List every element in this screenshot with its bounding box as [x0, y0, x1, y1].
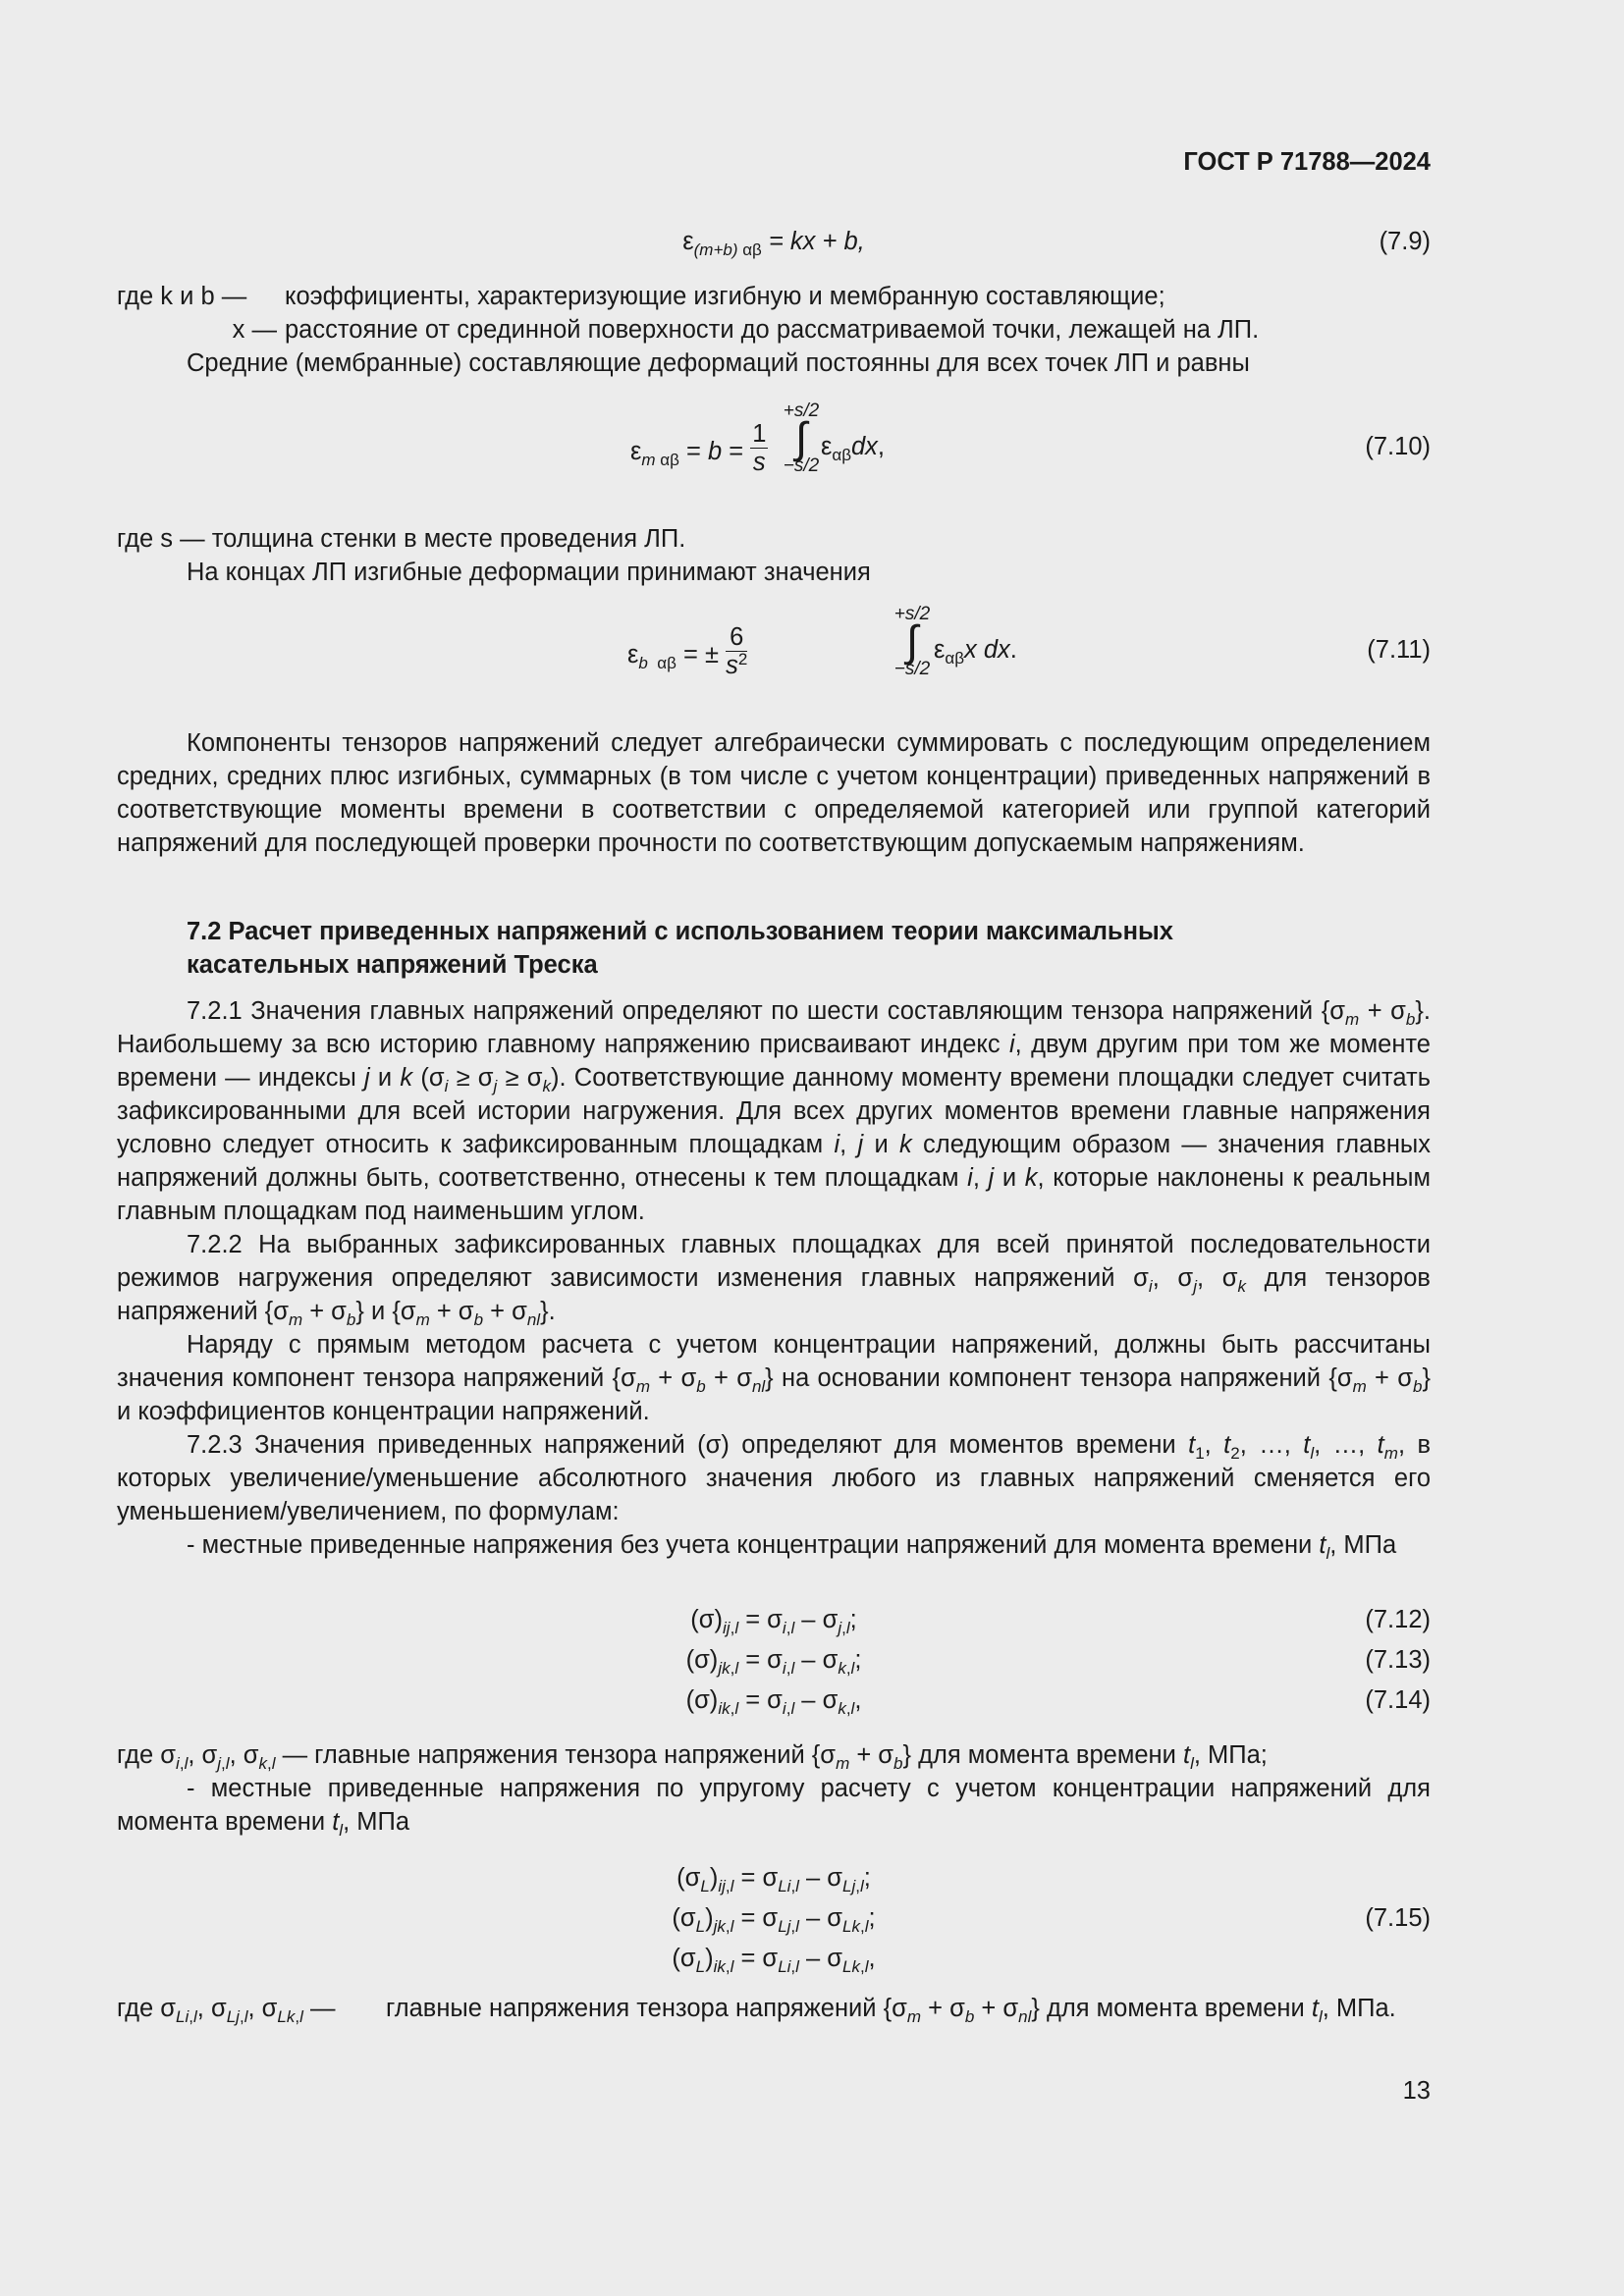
equation-number: (7.11)	[1367, 636, 1431, 664]
definition-text: главные напряжения тензора напряжений $\{\sigma_m + \sigma_b + \sigma_{nl}\}$ для момента времени $t_l$, МПа.	[386, 1995, 1396, 2026]
section-7-2-body	[117, 994, 1431, 1562]
equation-number: (7.15)	[1365, 1904, 1431, 1932]
definition-text: коэффициенты, характеризующие изгибную и мембранную составляющие;	[285, 283, 1165, 310]
definitions-block-2	[117, 1738, 1431, 1839]
section-heading-7-2: 7.2 Расчет приведенных напряжений с использованием теории максимальных касательных напряжений Треска	[187, 918, 1173, 979]
paragraph-mean-strain: Средние (мембранные) составляющие деформаций постоянны для всех точек ЛП и равны	[187, 349, 1250, 377]
equation-number: (7.12)	[1365, 1606, 1431, 1633]
list-item-elastic-stresses: - местные приведенные напряжения по упругому расчету с учетом концентрации напряжений для момента времени $t_l$, МПа	[117, 1775, 1431, 1840]
equation-7-9	[117, 225, 1431, 258]
integral-sign: +s/2 ∫ −s/2	[893, 604, 931, 679]
definition-term: где $\sigma_{Li,l}$, $\sigma_{Lj,l}$, $\sigma_{Lk,l}$ —	[117, 1995, 336, 2026]
equation-7-15-line-2: $(\sigma_L)_{jk,l} = \sigma_{Lj,l} - \sigma_{Lk,l}$; (7.15)	[117, 1901, 1431, 1935]
definition-k-b	[117, 280, 1431, 313]
definition-l-stresses	[117, 1992, 1431, 2025]
equation-7-14: $(\sigma)_{ik,l} = \sigma_{i,l} - \sigma_{k,l}$, (7.14)	[117, 1683, 1431, 1717]
definitions-k-b-x	[117, 280, 1431, 380]
paragraph-ends: На концах ЛП изгибные деформации принимают значения	[187, 559, 871, 586]
equation-number: (7.13)	[1365, 1646, 1431, 1674]
definition-term: x —	[232, 316, 277, 344]
equation-7-15-line-3: $(\sigma_L)_{ik,l} = \sigma_{Li,l} - \sigma_{Lk,l}$,	[672, 1945, 876, 1976]
equation-number: (7.10)	[1365, 433, 1431, 460]
equation-number: (7.9)	[1379, 228, 1431, 255]
definition-principal-stresses: где $\sigma_{i,l}$, $\sigma_{j,l}$, $\sigma_{k,l}$ — главные напряжения тензора напряжений $\{\sigma_m + \sigma_b\}$ для момента времени $t_l$, МПа;	[117, 1741, 1268, 1773]
integral-sign: +s/2 ∫ −s/2	[783, 400, 820, 476]
equation-7-10-integrand: $\varepsilon_{\alpha\beta}dx$,	[821, 433, 886, 464]
equation-7-11-integrand: $\varepsilon_{\alpha\beta}x$ dx.	[934, 636, 1017, 667]
equation-7-13: $(\sigma)_{jk,l} = \sigma_{i,l} - \sigma_{k,l}$; (7.13)	[117, 1643, 1431, 1677]
paragraph-direct-method: Наряду с прямым методом расчета с учетом концентрации напряжений, должны быть рассчитаны значения компонент тензора напряжений $\{\sigma_m + \sigma_b + \sigma_{nl}\}$ на основании компонент тензора напряжений $\{\sigma_m + \sigma_b\}$ и коэффициентов концентрации напряжений.	[117, 1331, 1431, 1425]
definition-x	[117, 313, 1431, 347]
equation-number: (7.14)	[1365, 1686, 1431, 1714]
equation-7-10	[117, 400, 1431, 476]
definition-s: где s — толщина стенки в месте проведения ЛП.	[117, 525, 686, 553]
equation-7-11-body: $\varepsilon_{b \alpha\beta}$ = ± $\frac{6}{s^2}$	[627, 623, 748, 679]
definition-text: расстояние от срединной поверхности до рассматриваемой точки, лежащей на ЛП.	[285, 316, 1260, 344]
paragraph-7-2-1: 7.2.1 Значения главных напряжений определяют по шести составляющим тензора напряжений $\{\sigma_m + \sigma_b\}$. Наибольшему за всю историю главному напряжению присваивают индекс i, двум другим при том же моменте времени — индексы j и k $(\sigma_i \ge \sigma_j \ge \sigma_k)$. Соответствующие данному моменту времени площадки следует считать зафиксированными для всей истории нагружения. Для всех других моментов времени главные напряжения условно следует относить к зафиксированным площадкам i, j и k следующим образом — значения главных напряжений должны быть, соответственно, отнесены к тем площадкам i, j и k, которые наклонены к реальным главным площадкам под наименьшим углом.	[117, 997, 1432, 1225]
definition-s-block	[117, 522, 1431, 589]
paragraph-7-2-3: 7.2.3 Значения приведенных напряжений (σ) определяют для моментов времени $t_1$, $t_2$, …, $t_l$, …, $t_m$, в которых увеличение/уменьшение абсолютного значения любого из главных напряжений сменяется его уменьшением/увеличением, по формулам:	[117, 1431, 1431, 1525]
equation-7-15-line-1: $(\sigma_L)_{ij,l} = \sigma_{Li,l} - \sigma_{Lj,l}$;	[677, 1864, 871, 1896]
equation-7-11	[117, 604, 1431, 679]
equation-7-10-body: $\varepsilon_{m \alpha\beta} = b$ = $\frac{1}{s}$	[630, 420, 767, 476]
document-header: ГОСТ Р 71788—2024	[1183, 148, 1431, 176]
definition-term: где k и b —	[117, 283, 247, 310]
equation-7-9-body: $\varepsilon_{(m+b) \alpha\beta}$ = kx + b,	[682, 228, 865, 259]
page-number: 13	[1402, 2077, 1431, 2105]
paragraph-tensor-components: Компоненты тензоров напряжений следует алгебраически суммировать с последующим определением средних, средних плюс изгибных, суммарных (в том числе с учетом концентрации) приведенных напряжений в соответствующие моменты времени в соответствии с определяемой категорией или группой категорий напряжений для последующей проверки прочности по соответствующим допускаемым напряжениям.	[117, 729, 1431, 857]
list-item-local-stresses: - местные приведенные напряжения без учета концентрации напряжений для момента времени $t_l$, МПа	[187, 1531, 1397, 1563]
equation-7-12: $(\sigma)_{ij,l} = \sigma_{i,l} - \sigma_{j,l}$; (7.12)	[117, 1603, 1431, 1636]
paragraph-7-2-2: 7.2.2 На выбранных зафиксированных главных площадках для всей принятой последовательности режимов нагружения определяют зависимости изменения главных напряжений $\sigma_i$, $\sigma_j$, $\sigma_k$ для тензоров напряжений $\{\sigma_m + \sigma_b\}$ и $\{\sigma_m + \sigma_b + \sigma_{nl}\}$.	[117, 1231, 1431, 1329]
